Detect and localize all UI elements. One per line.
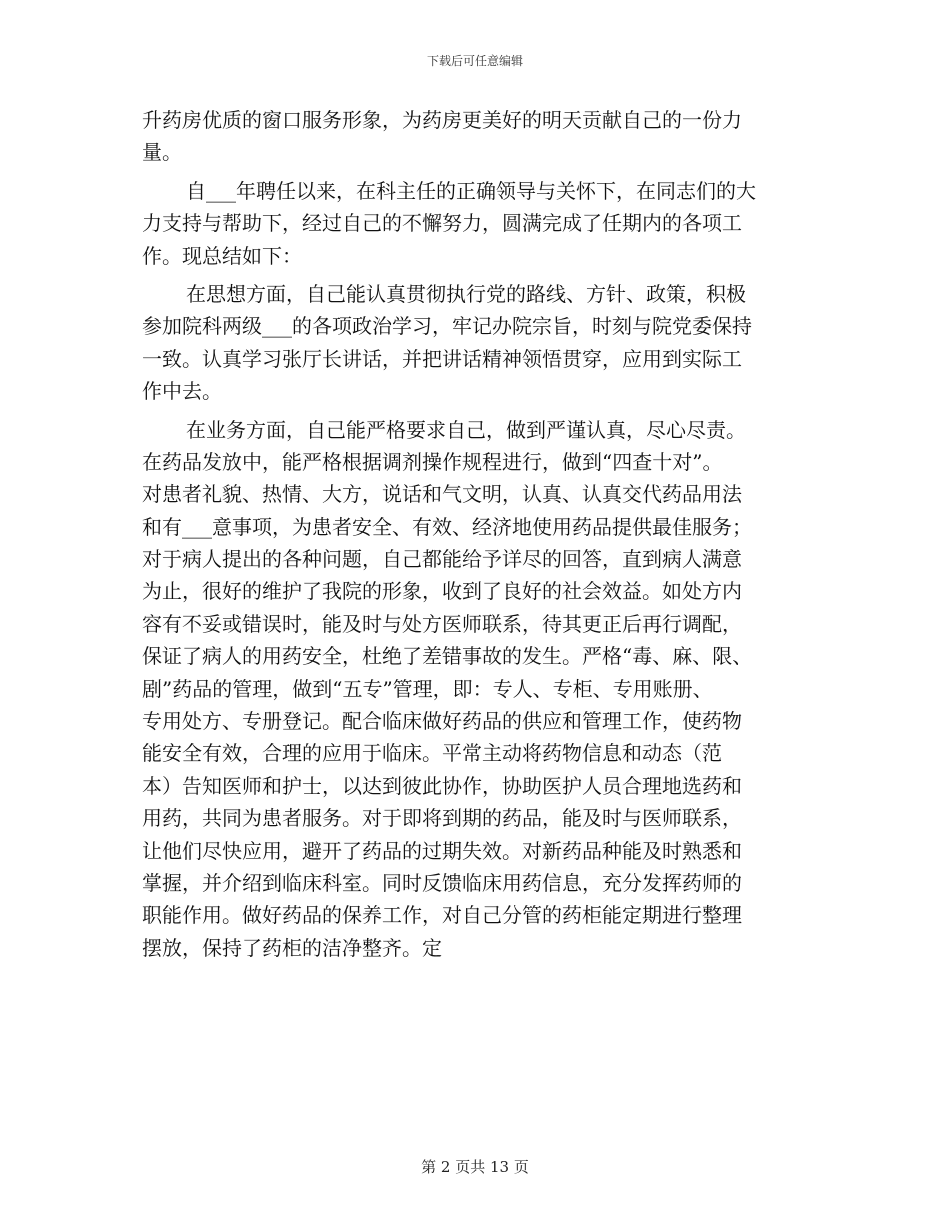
text-line: 对于病人提出的各种问题，自己都能给予详尽的回答，直到病人满意: [142, 547, 742, 572]
text-line: 作中去。: [142, 379, 222, 404]
text-line: 作。现总结如下：: [142, 243, 302, 268]
text-line: 职能作用。做好药品的保养工作，对自己分管的药柜能定期进行整理: [142, 903, 742, 928]
text-line: 让他们尽快应用，避开了药品的过期失效。对新药品种能及时熟悉和: [142, 838, 742, 863]
page-header-note: 下载后可任意编辑: [426, 54, 523, 68]
text-line: 在药品发放中，能严格根据调剂操作规程进行，做到“四查十对”。: [142, 449, 723, 474]
text-line: 参加院科两级___的各项政治学习，牢记办院宗旨，时刻与院党委保持: [142, 314, 752, 339]
text-line: 升药房优质的窗口服务形象，为药房更美好的明天贡献自己的一份力: [142, 108, 742, 132]
text-line: 对患者礼貌、热情、大方，说话和气文明，认真、认真交代药品用法: [142, 482, 742, 507]
text-line: 能安全有效，合理的应用于临床。平常主动将药物信息和动态（范: [142, 741, 722, 766]
paragraph-start-line: 在业务方面，自己能严格要求自己，做到严谨认真，尽心尽责。: [186, 417, 746, 442]
text-line: 摆放，保持了药柜的洁净整齐。定: [142, 935, 442, 960]
document-body: [142, 104, 818, 964]
text-line: 为止，很好的维护了我院的形象，收到了良好的社会效益。如处方内: [142, 579, 742, 604]
text-line: 一致。认真学习张厅长讲话，并把讲话精神领悟贯穿，应用到实际工: [142, 346, 742, 371]
text-line: 容有不妥或错误时，能及时与处方医师联系，待其更正后再行调配，: [142, 611, 742, 636]
text-line: 本）告知医师和护士，以达到彼此协作，协助医护人员合理地选药和: [142, 773, 742, 798]
text-line: 用药，共同为患者服务。对于即将到期的药品，能及时与医师联系，: [142, 806, 742, 831]
text-line: 专用处方、专册登记。配合临床做好药品的供应和管理工作，使药物: [142, 709, 742, 734]
paragraph-start-line: 自___年聘任以来，在科主任的正确领导与关怀下，在同志们的大: [186, 178, 756, 203]
paragraph-start-line: 在思想方面，自己能认真贯彻执行党的路线、方针、政策，积极: [186, 281, 746, 306]
text-line: 量。: [142, 140, 182, 165]
page-number-footer: 第 2 页共 13 页: [421, 1158, 529, 1176]
text-line: 剧”药品的管理，做到“五专”管理，即：专人、专柜、专用账册、: [142, 676, 713, 701]
text-line: 保证了病人的用药安全，杜绝了差错事故的发生。严格“毒、麻、限、: [142, 644, 753, 669]
text-line: 掌握，并介绍到临床科室。同时反馈临床用药信息，充分发挥药师的: [142, 870, 742, 895]
text-line: 力支持与帮助下，经过自己的不懈努力，圆满完成了任期内的各项工: [142, 211, 742, 236]
text-line: 和有___意事项，为患者安全、有效、经济地使用药品提供最佳服务；: [142, 514, 752, 539]
